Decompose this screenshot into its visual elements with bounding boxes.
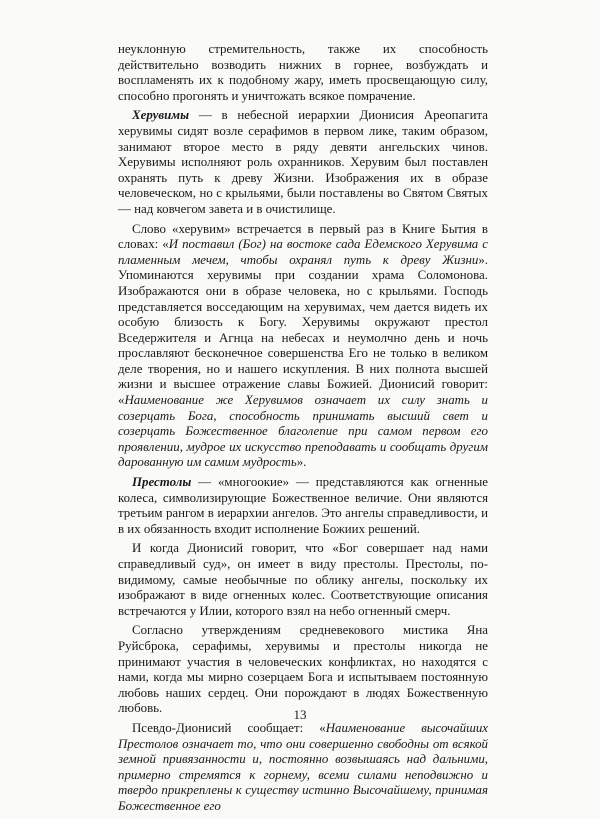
paragraph-cherubim: Херувимы — в небесной иерархии Дионисия Ареопагита херувимы сидят возле серафимов в первом лике, таким образом, занимают второе место в ряду девяти ангельских чинов. Херувимы исполняют роль охранников. Херувим был поставлен охранять путь к древу Жизни. Изображения их в образе человеческом, но с крыльями, были поставлены во Святом Святых — над ковчегом завета и в очистилище.	[118, 108, 488, 216]
paragraph-seraphim-end: неуклонную стремительность, также их способность действительно возводить нижних в горнее, возбуждать и воспламенять их к подобному жару, иметь просвещающую силу, способно прогонять и уничтожать всякое помрачение.	[118, 42, 488, 103]
paragraph-thrones: Престолы — «многоокие» — представляются как огненные колеса, символизирующие Божественное величие. Они являются третьим рангом в иерархии ангелов. Это ангелы справедливости, и в их обязанность входит исполнение Божиих решений.	[118, 475, 488, 536]
page-number: 13	[293, 707, 307, 722]
quote-dionysius-cherubim: Наименование же Херувимов означает их силу знать и созерцать Бога, способность принимать высший свет и созерцать Божественное благолепие при самом первом его проявлении, мудрое их искусство преподавать и сообщать другим дарованную им самим мудрость	[118, 393, 488, 470]
quote-pseudo-dionysius: Наименование высочайших Престолов означает то, что они совершенно свободны от всякой земной привязанности и, постоянно возвышаясь над дальними, примерно стремятся к горнему, всеми силами неподвижно и твердо прикреплены к существу истинно Высочайшему, принимая Божественное его	[118, 720, 488, 813]
paragraph-ruysbroeck: Согласно утверждениям средневекового мистика Яна Руйсброка, серафимы, херувимы и престолы никогда не принимают участия в человеческих конфликтах, но находятся с нами, когда мы мирно созерцаем Бога и испытываем постоянную любовь наших сердец. Они порождают в людях Божественную любовь.	[118, 623, 488, 716]
term-cherubim: Херувимы	[132, 108, 190, 123]
term-thrones: Престолы	[132, 475, 192, 490]
body-text	[118, 42, 488, 819]
paragraph-dionysius-judgment: И когда Дионисий говорит, что «Бог совершает над нами справедливый суд», он имеет в виду престолы. Престолы, по-видимому, самые необычные по облику ангелы, поскольку их изображают в виде огненных колес. Соответствующие описания встречаются у Илии, которого взял на небо огненный смерч.	[118, 541, 488, 618]
paragraph-pseudo-dionysius: Псевдо-Дионисий сообщает: «Наименование высочайших Престолов означает то, что они совершенно свободны от всякой земной привязанности и, постоянно возвышаясь над дальними, примерно стремятся к горнему, всеми силами неподвижно и твердо прикреплены к существу истинно Высочайшему, принимая Божественное его	[118, 720, 488, 813]
quote-genesis: И поставил (Бог) на востоке сада Едемского Херувима с пламенным мечем, чтобы охранял путь к древу Жизни	[118, 237, 488, 267]
paragraph-cherub-word: Слово «херувим» встречается в первый раз в Книге Бытия в словах: «И поставил (Бог) на востоке сада Едемского Херувима с пламенным мечем, чтобы охранял путь к древу Жизни». Упоминаются херувимы при создании храма Соломонова. Изображаются они в образе человека, но с крыльями. Господь представляется восседающим на херувимах, чем дается видеть их особую близость к Богу. Херувимы окружают престол Вседержителя и Агнца на небесах и неумолчно день и ночь прославляют бесконечное совершенства Его не только в великом деле творения, но и нашего искупления. В них полнота высшей жизни и высшее отражение славы Божией. Дионисий говорит: «Наименование же Херувимов означает их силу знать и созерцать Бога, способность принимать высший свет и созерцать Божественное благолепие при самом первом его проявлении, мудрое их искусство преподавать и сообщать другим дарованную им самим мудрость».	[118, 221, 488, 470]
